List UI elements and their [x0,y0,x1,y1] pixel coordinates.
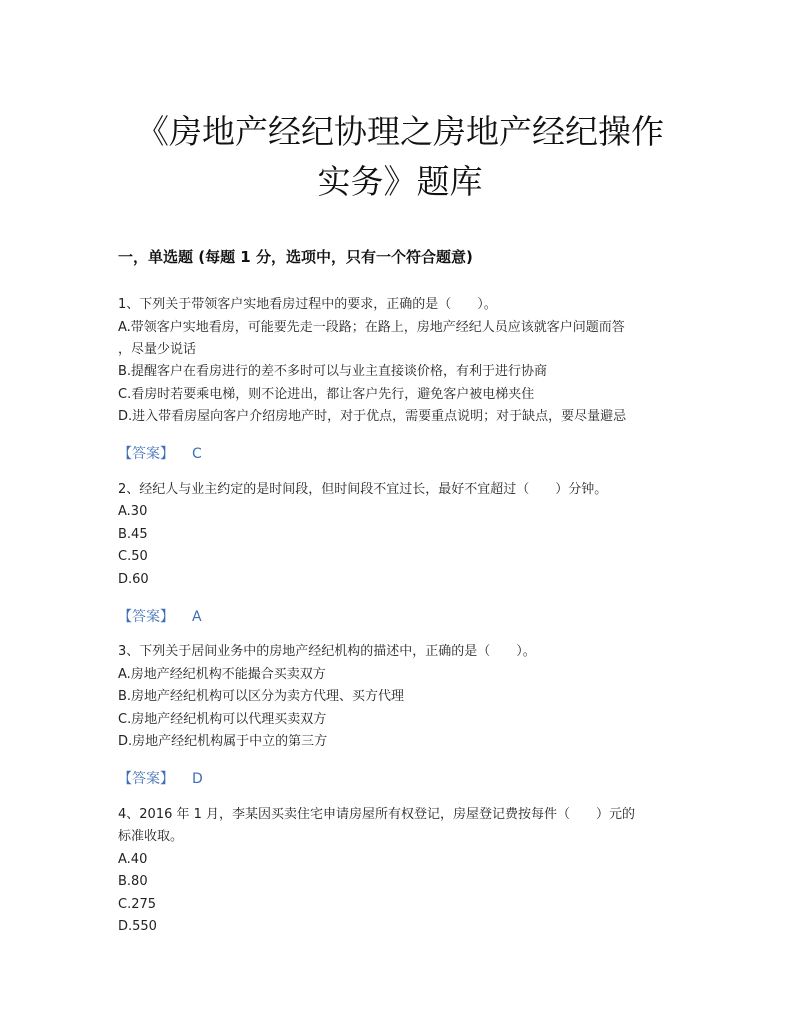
question-3-option-c: C.房地产经纪机构可以代理买卖双方 [118,712,327,727]
question-4-option-b: B.80 [118,874,148,889]
question-3-stem: 3、下列关于居间业务中的房地产经纪机构的描述中，正确的是（ ）。 [118,644,536,659]
question-3-option-b: B.房地产经纪机构可以区分为卖方代理、买方代理 [118,689,405,704]
question-4-stem-continued: 标准收取。 [118,829,184,844]
question-3-option-a: A.房地产经纪机构不能撮合买卖双方 [118,667,326,682]
answer-label: 【答案】 [118,609,174,625]
question-2-option-d: D.60 [118,572,149,587]
document-title-line-1: 《房地产经纪协理之房地产经纪操作 [136,112,664,151]
question-3-option-d: D.房地产经纪机构属于中立的第三方 [118,734,328,749]
question-2-option-a: A.30 [118,504,148,519]
question-1-stem: 1、下列关于带领客户实地看房过程中的要求，正确的是（ ）。 [118,297,497,312]
question-1-option-a: A.带领客户实地看房，可能要先走一段路；在路上，房地产经纪人员应该就客户问题而答 [118,320,625,335]
question-1-option-d: D.进入带看房屋向客户介绍房地产时，对于优点，需要重点说明；对于缺点，要尽量避忌 [118,409,627,424]
question-1-option-b: B.提醒客户在看房进行的差不多时可以与业主直接谈价格，有利于进行协商 [118,364,548,379]
question-3-answer [118,768,203,788]
question-4-option-d: D.550 [118,919,157,934]
question-4-option-a: A.40 [118,852,148,867]
question-2-option-c: C.50 [118,549,148,564]
document-title-line-2: 实务》题库 [317,162,483,201]
question-2-stem: 2、经纪人与业主约定的是时间段，但时间段不宜过长，最好不宜超过（ ）分钟。 [118,482,608,497]
answer-label: 【答案】 [118,446,174,462]
question-1-option-c: C.看房时若要乘电梯，则不论进出，都让客户先行，避免客户被电梯夹住 [118,387,535,402]
question-4-stem: 4、2016 年 1 月，李某因买卖住宅申请房屋所有权登记，房屋登记费按每件（ ）元的 [118,807,636,822]
answer-value: A [192,609,202,625]
question-1-option-a-continued: ，尽量少说话 [118,342,197,357]
question-4-option-c: C.275 [118,897,157,912]
answer-value: D [192,771,203,787]
answer-value: C [192,446,202,462]
question-2-answer [118,606,202,626]
answer-label: 【答案】 [118,771,174,787]
question-2-option-b: B.45 [118,527,148,542]
section-heading: 一，单选题 (每题 1 分，选项中，只有一个符合题意) [118,248,473,266]
question-1-answer [118,443,202,463]
